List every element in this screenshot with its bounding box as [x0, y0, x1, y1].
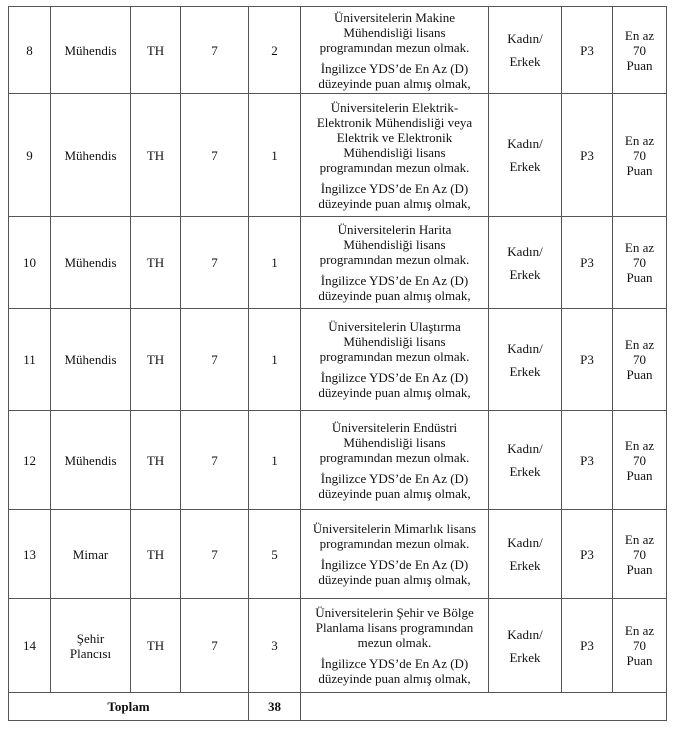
position-title-line: Mühendis: [64, 147, 117, 163]
position-count: 1: [249, 411, 301, 510]
requirement-line: mezun olmak.: [357, 635, 432, 650]
position-title: [51, 217, 131, 309]
score-line: En az: [624, 27, 655, 43]
row-number: 9: [9, 94, 51, 217]
score-line: En az: [624, 240, 655, 255]
score-line: Puan: [626, 162, 653, 178]
row-number: 12: [9, 411, 51, 510]
score-line: Puan: [626, 561, 653, 577]
score-line: Puan: [626, 467, 653, 483]
minimum-score: [613, 94, 667, 217]
requirement-line: Üniversitelerin Makine: [334, 9, 455, 25]
requirement-line: Mühendisliği lisans: [343, 334, 446, 349]
score-line: Puan: [626, 367, 653, 382]
score-line: En az: [624, 531, 655, 547]
education-requirement: [301, 605, 488, 650]
score-line: 70: [633, 546, 646, 562]
position-title-line: Mimar: [72, 546, 109, 562]
minimum-score: [613, 599, 667, 693]
language-requirement: [301, 181, 488, 211]
requirements: [301, 510, 489, 599]
requirement-line: programından mezun olmak.: [319, 39, 470, 55]
requirement-line: düzeyinde puan almış olmak,: [318, 75, 471, 91]
gender-line: Erkek: [509, 54, 541, 69]
gender-line: Kadın/: [507, 441, 543, 456]
table-row: [9, 309, 667, 411]
score-line: Puan: [626, 653, 653, 668]
position-title-line: Mühendis: [64, 352, 117, 367]
requirement-line: düzeyinde puan almış olmak,: [318, 485, 471, 501]
table-row: [9, 217, 667, 309]
positions-table: [8, 6, 667, 721]
score-type: P3: [562, 599, 613, 693]
gender: [489, 94, 562, 217]
score-type: P3: [562, 7, 613, 94]
grade-level: 7: [181, 217, 249, 309]
grade-level: 7: [181, 7, 249, 94]
score-type: P3: [562, 510, 613, 599]
education-requirement: [301, 10, 488, 55]
requirement-line: İngilizce YDS’de En Az (D): [320, 60, 469, 76]
education-requirement: [301, 100, 488, 175]
gender-line: Kadın/: [507, 136, 543, 151]
position-count: 1: [249, 217, 301, 309]
position-title-line: Plancısı: [69, 645, 112, 661]
score-type: P3: [562, 411, 613, 510]
position-title: [51, 7, 131, 94]
language-requirement: [301, 471, 488, 501]
class-code: TH: [131, 217, 181, 309]
position-count: 3: [249, 599, 301, 693]
gender: [489, 309, 562, 411]
requirement-line: düzeyinde puan almış olmak,: [318, 385, 471, 400]
position-title-line: Mühendis: [64, 452, 117, 468]
requirement-line: programından mezun olmak.: [319, 349, 470, 364]
score-line: 70: [633, 452, 646, 468]
gender-line: Kadın/: [507, 243, 543, 259]
position-title: [51, 510, 131, 599]
class-code: TH: [131, 510, 181, 599]
requirement-line: düzeyinde puan almış olmak,: [318, 195, 471, 211]
position-title: [51, 599, 131, 693]
requirements: [301, 411, 489, 510]
score-line: En az: [624, 623, 655, 638]
requirement-line: İngilizce YDS’de En Az (D): [320, 180, 469, 196]
language-requirement: [301, 557, 488, 587]
table-row: [9, 599, 667, 693]
class-code: TH: [131, 411, 181, 510]
requirement-line: İngilizce YDS’de En Az (D): [320, 273, 469, 288]
grade-level: 7: [181, 510, 249, 599]
row-number: 8: [9, 7, 51, 94]
table-row: [9, 510, 667, 599]
requirement-line: düzeyinde puan almış olmak,: [318, 572, 471, 587]
requirements: [301, 599, 489, 693]
requirement-line: Üniversitelerin Ulaştırma: [328, 319, 461, 334]
position-count: 2: [249, 7, 301, 94]
total-empty-cell: [301, 693, 667, 721]
position-title-line: Mühendis: [64, 42, 117, 58]
score-line: 70: [633, 638, 646, 653]
position-title: [51, 94, 131, 217]
score-line: 70: [633, 352, 646, 367]
class-code: TH: [131, 599, 181, 693]
class-code: TH: [131, 309, 181, 411]
gender-line: Kadın/: [507, 340, 543, 356]
gender-line: Kadın/: [507, 31, 543, 46]
total-label: Toplam: [9, 693, 249, 721]
gender-line: Erkek: [509, 363, 541, 379]
gender: [489, 599, 562, 693]
grade-level: 7: [181, 599, 249, 693]
requirement-line: düzeyinde puan almış olmak,: [318, 288, 471, 303]
requirement-line: Üniversitelerin Harita: [337, 222, 452, 237]
score-type: P3: [562, 94, 613, 217]
requirement-line: Mühendisliği lisans: [343, 144, 446, 160]
score-type: P3: [562, 309, 613, 411]
position-title-line: Mühendis: [64, 255, 117, 270]
requirement-line: Elektrik ve Elektronik: [336, 129, 453, 145]
gender: [489, 7, 562, 94]
language-requirement: [301, 656, 488, 686]
requirements: [301, 7, 489, 94]
score-line: Puan: [626, 57, 653, 73]
gender-line: Erkek: [509, 558, 541, 573]
position-count: 5: [249, 510, 301, 599]
gender-line: Erkek: [509, 649, 541, 665]
requirement-line: Mühendisliği lisans: [343, 24, 446, 40]
requirement-line: Mühendisliği lisans: [343, 237, 446, 252]
requirement-line: İngilizce YDS’de En Az (D): [320, 470, 469, 486]
requirement-line: programından mezun olmak.: [319, 536, 470, 551]
position-title: [51, 411, 131, 510]
gender-line: Erkek: [509, 464, 541, 479]
gender-line: Erkek: [509, 266, 541, 282]
requirement-line: Mühendisliği lisans: [343, 434, 446, 450]
requirements: [301, 94, 489, 217]
requirement-line: İngilizce YDS’de En Az (D): [320, 557, 469, 572]
gender: [489, 510, 562, 599]
minimum-score: [613, 309, 667, 411]
score-line: Puan: [626, 270, 653, 285]
minimum-score: [613, 217, 667, 309]
gender-line: Erkek: [509, 159, 541, 174]
table-row: [9, 7, 667, 94]
grade-level: 7: [181, 309, 249, 411]
requirement-line: Elektronik Mühendisliği veya: [316, 114, 473, 130]
position-count: 1: [249, 94, 301, 217]
total-row: [9, 693, 667, 721]
language-requirement: [301, 61, 488, 91]
score-line: En az: [624, 132, 655, 148]
row-number: 11: [9, 309, 51, 411]
requirement-line: İngilizce YDS’de En Az (D): [320, 656, 469, 671]
requirement-line: Üniversitelerin Şehir ve Bölge: [315, 605, 474, 620]
table-body: [9, 7, 667, 693]
education-requirement: [301, 420, 488, 465]
row-number: 13: [9, 510, 51, 599]
education-requirement: [301, 521, 488, 551]
gender-line: Kadın/: [507, 626, 543, 642]
minimum-score: [613, 7, 667, 94]
requirements: [301, 217, 489, 309]
requirements: [301, 309, 489, 411]
score-type: P3: [562, 217, 613, 309]
requirement-line: düzeyinde puan almış olmak,: [318, 671, 471, 686]
table-row: [9, 411, 667, 510]
grade-level: 7: [181, 94, 249, 217]
position-title: [51, 309, 131, 411]
language-requirement: [301, 370, 488, 400]
requirement-line: İngilizce YDS’de En Az (D): [320, 370, 469, 385]
score-line: 70: [633, 42, 646, 58]
language-requirement: [301, 273, 488, 303]
education-requirement: [301, 222, 488, 267]
requirement-line: Üniversitelerin Mimarlık lisans: [312, 521, 477, 536]
table-row: [9, 94, 667, 217]
gender: [489, 411, 562, 510]
row-number: 14: [9, 599, 51, 693]
score-line: En az: [624, 437, 655, 453]
minimum-score: [613, 411, 667, 510]
row-number: 10: [9, 217, 51, 309]
gender-line: Kadın/: [507, 535, 543, 550]
gender: [489, 217, 562, 309]
minimum-score: [613, 510, 667, 599]
requirement-line: Üniversitelerin Endüstri: [331, 419, 458, 435]
class-code: TH: [131, 94, 181, 217]
total-value: 38: [249, 693, 301, 721]
grade-level: 7: [181, 411, 249, 510]
requirement-line: programından mezun olmak.: [319, 252, 470, 267]
score-line: En az: [624, 337, 655, 352]
requirement-line: programından mezun olmak.: [319, 159, 470, 175]
score-line: 70: [633, 147, 646, 163]
requirement-line: Planlama lisans programından: [315, 620, 474, 635]
requirement-line: Üniversitelerin Elektrik-: [330, 99, 459, 115]
requirement-line: programından mezun olmak.: [319, 449, 470, 465]
position-title-line: Şehir: [76, 630, 105, 646]
score-line: 70: [633, 255, 646, 270]
position-count: 1: [249, 309, 301, 411]
class-code: TH: [131, 7, 181, 94]
education-requirement: [301, 319, 488, 364]
